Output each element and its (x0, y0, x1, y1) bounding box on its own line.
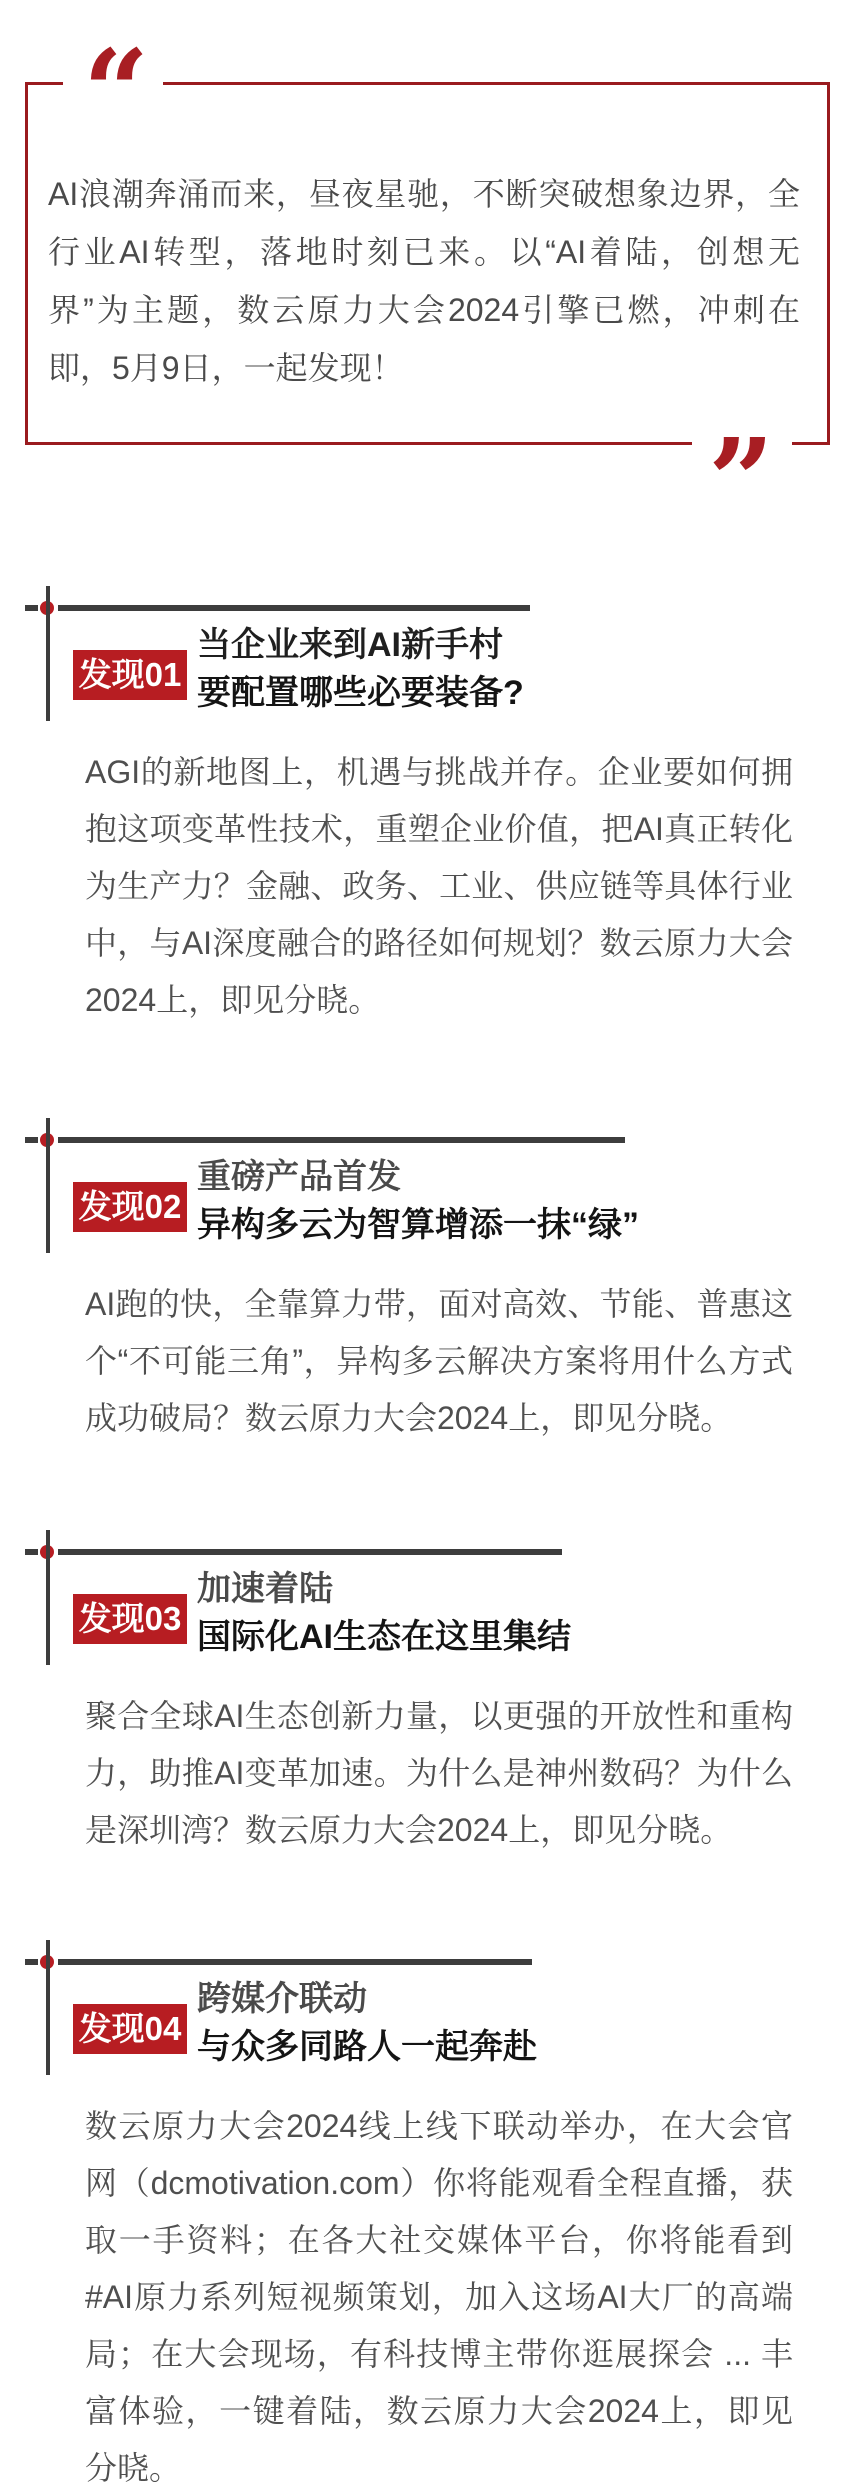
discovery-badge: 发现01 (73, 650, 187, 700)
section-title-line1: 当企业来到AI新手村 (197, 626, 503, 664)
section-title-line2: 与众多同路人一起奔赴 (197, 2028, 537, 2066)
section-title-line2: 要配置哪些必要装备? (197, 674, 524, 712)
section-paragraph: AI跑的快，全靠算力带，面对高效、节能、普惠这个“不可能三角”，异构多云解决方案将用什么方式成功破局？数云原力大会2024上，即见分晓。 (85, 1286, 793, 1436)
section-title-line2: 异构多云为智算增添一抹“绿” (197, 1206, 639, 1244)
section-divider-line (58, 1959, 532, 1965)
section-title-line1: 加速着陆 (197, 1570, 333, 1608)
divider-dash (25, 1959, 38, 1965)
section-title-line1: 跨媒介联动 (197, 1980, 367, 2018)
section-vertical-line (46, 586, 50, 721)
section-paragraph: 数云原力大会2024线上线下联动举办，在大会官网（dcmotivation.com）你将能观看全程直播，获取一手资料；在各大社交媒体平台，你将能看到#AI原力系列短视频策划，加入这场AI大厂的高端局；在大会现场，有科技博主带你逛展探会 ... 丰富体验，一键着陆，数云原力大会2024上，即见分晓。 (85, 2108, 793, 2486)
divider-dash (25, 1549, 38, 1555)
section-paragraph: 聚合全球AI生态创新力量，以更强的开放性和重构力，助推AI变革加速。为什么是神州数码？为什么是深圳湾？数云原力大会2024上，即见分晓。 (85, 1698, 793, 1848)
discovery-badge: 发现02 (73, 1182, 187, 1232)
section-divider-line (58, 1137, 625, 1143)
section-title-line1: 重磅产品首发 (197, 1158, 401, 1196)
discovery-badge: 发现04 (73, 2004, 187, 2054)
section-divider-line (58, 605, 530, 611)
divider-dash (25, 1137, 38, 1143)
open-quote-icon: “ (83, 25, 150, 160)
section-paragraph: AGI的新地图上，机遇与挑战并存。企业要如何拥抱这项变革性技术，重塑企业价值，把AI真正转化为生产力？金融、政务、工业、供应链等具体行业中，与AI深度融合的路径如何规划？数云原力大会2024上，即见分晓。 (85, 754, 793, 1018)
close-quote-icon: ” (708, 414, 775, 549)
section-vertical-line (46, 1940, 50, 2075)
divider-dash (25, 605, 38, 611)
section-vertical-line (46, 1118, 50, 1253)
section-title-line2: 国际化AI生态在这里集结 (197, 1618, 571, 1656)
section-divider-line (58, 1549, 562, 1555)
discovery-badge: 发现03 (73, 1594, 187, 1644)
section-vertical-line (46, 1530, 50, 1665)
quote-text: AI浪潮奔涌而来，昼夜星驰，不断突破想象边界，全行业AI转型，落地时刻已来。以“AI着陆，创想无界”为主题，数云原力大会2024引擎已燃，冲刺在即，5月9日，一起发现！ (48, 176, 800, 386)
